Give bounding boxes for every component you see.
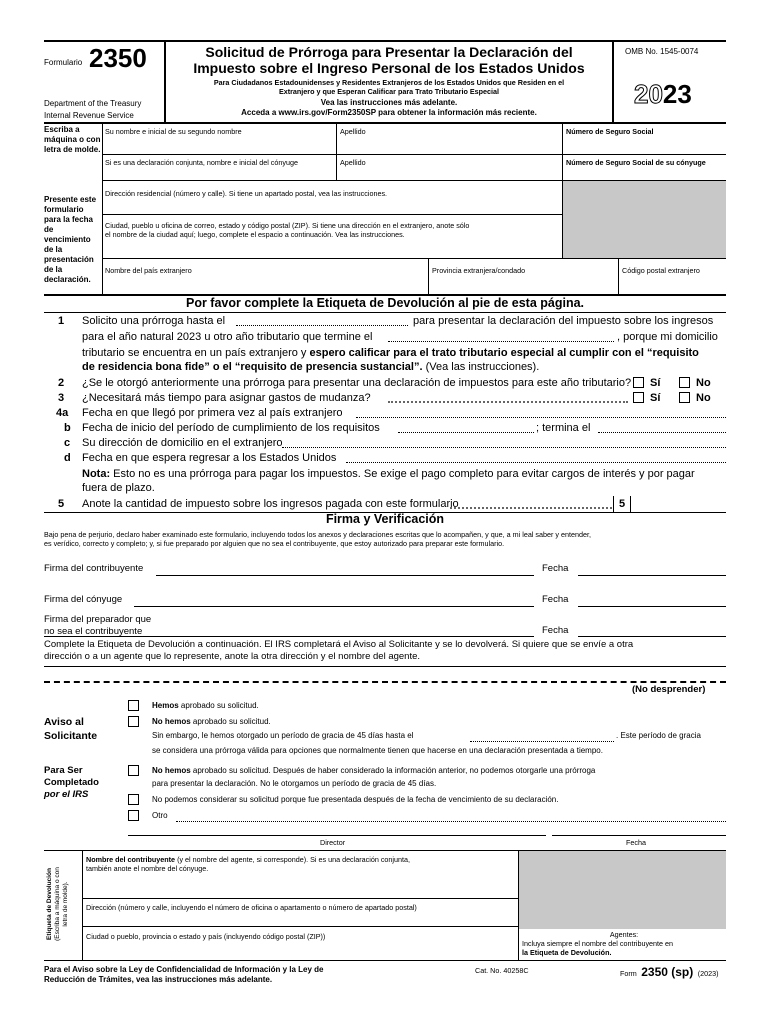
director-signature-field[interactable] [128, 835, 546, 836]
spouse-date-label: Fecha [542, 594, 569, 605]
form-header [0, 0, 770, 122]
dept-treasury: Department of the Treasury [44, 99, 142, 108]
do-not-detach: (No desprender) [632, 684, 706, 695]
late-filed-label: No podemos considerar su solicitud porque fue presentada después de la fecha de vencimiento de su declaración. [152, 795, 559, 804]
agents-note: Agentes: Incluya siempre el nombre del contribuyente en la Etiqueta de Devolución. [522, 930, 674, 957]
not-approved-text-b: para presentar la declaración. No le otorgamos un período de gracia de 45 días. [152, 779, 437, 788]
line-2-no-label: No [696, 377, 711, 389]
line-2-no-checkbox[interactable] [679, 377, 690, 388]
approved-checkbox[interactable] [128, 700, 139, 711]
notice-to-applicant-label: Aviso al Solicitante [44, 716, 98, 742]
return-label-side-heading: Etiqueta de Devolución (Escriba a máquina o con letra de molde). [46, 867, 69, 941]
grace-period-date-field[interactable] [470, 741, 614, 742]
tear-line [44, 681, 726, 683]
line-4b-text: Fecha de inicio del período de cumplimiento de los requisitos [82, 422, 380, 434]
foreign-postal-code-field[interactable]: Código postal extranjero [622, 266, 700, 275]
catalog-number: Cat. No. 40258C [475, 966, 529, 975]
city-state-zip-field[interactable]: Ciudad, pueblo u oficina de correo, estado y código postal (ZIP). Si tiene una dirección en el extranjero, anote sólo el nombre de la ciudad aquí; luego, complete el espacio a continuación. Vea las instrucciones. [105, 221, 470, 239]
line-4b-number: b [64, 422, 71, 434]
foreign-home-address-field[interactable] [282, 447, 726, 448]
line-3-text: ¿Necesitará más tiempo para asignar gastos de mudanza? [82, 392, 371, 404]
qualifying-period-end-field[interactable] [598, 432, 726, 433]
line-4c-text: Su dirección de domicilio en el extranjero [82, 437, 283, 449]
first-name-field[interactable]: Su nombre e inicial de su segundo nombre [105, 127, 242, 136]
last-name-field[interactable]: Apellido [340, 127, 366, 136]
line-2-number: 2 [58, 377, 65, 389]
other-label: Otro [152, 811, 168, 820]
not-approved-grace-checkbox[interactable] [128, 716, 139, 727]
line-5-number: 5 [58, 498, 65, 510]
grace-period-text-c: se considera una prórroga válida para opciones que normalmente tienen que hacerse en una declaración presentada a tiempo. [152, 746, 603, 755]
perjury-statement: Bajo pena de perjurio, declaro haber examinado este formulario, incluyendo todos los anexos y declaraciones escritas que lo acompañen, y que, a mi leal saber y entender, es verídico, correcto y completo; y, si fue preparado por alguien que no sea el contribuyente, que estoy autorizado para preparar este formulario. [44, 530, 591, 548]
type-or-print-note: Escriba a máquina o con letra de molde. [44, 125, 101, 154]
line-1-text-b: para presentar la declaración del impuesto sobre los ingresos [413, 315, 714, 327]
taxpayer-signature-label: Firma del contribuyente [44, 563, 144, 574]
line-4b-end-label: ; termina el [536, 422, 591, 434]
foreign-country-field[interactable]: Nombre del país extranjero [105, 266, 192, 275]
line-1-number: 1 [58, 315, 65, 327]
line-5-box-number: 5 [619, 498, 626, 510]
form-prefix: Formulario [44, 58, 83, 67]
note-line-1: Nota: Esto no es una prórroga para pagar los impuestos. Se exige el pago completo para evitar cargos de interés y por pagar [82, 468, 695, 480]
tax-year: 2023 [634, 79, 692, 109]
other-checkbox[interactable] [128, 810, 139, 821]
line-4d-text: Fecha en que espera regresar a los Estados Unidos [82, 452, 337, 464]
not-approved-label: No hemos aprobado su solicitud. Después de haber considerado la información anterior, no podemos otorgarle una prórroga [152, 766, 596, 775]
omb-number: OMB No. 1545-0074 [625, 47, 699, 56]
return-date-field[interactable] [346, 462, 726, 463]
preparer-date-label: Fecha [542, 625, 569, 636]
line-2-yes-label: Sí [650, 377, 661, 389]
ssn-field[interactable]: Número de Seguro Social [566, 127, 654, 136]
line-4d-number: d [64, 452, 71, 464]
other-field[interactable] [176, 821, 726, 822]
line-5-text: Anote la cantidad de impuesto sobre los ingresos pagada con este formulario [82, 498, 459, 510]
not-approved-grace-label: No hemos aprobado su solicitud. [152, 717, 271, 726]
preparer-date-field[interactable] [578, 636, 726, 637]
complete-return-label-note: Complete la Etiqueta de Devolución a continuación. El IRS completará el Aviso al Solicitante y se lo devolverá. Si quiere que se envíe a otra dirección o a un agente que lo represente, anote la otra dirección y el nombre del agente. [44, 639, 634, 662]
qualifying-period-start-field[interactable] [398, 432, 534, 433]
extension-date-field[interactable] [236, 325, 408, 326]
approved-label: Hemos aprobado su solicitud. [152, 701, 259, 710]
form-number: 2350 [89, 43, 147, 73]
form-title: Solicitud de Prórroga para Presentar la Declaración del Impuesto sobre el Ingreso Personal de los Estados Unidos Para Ciudadanos Estadounidenses y Residentes Extranjeros de los Estados Unidos que Residen en el Extranjero y que Esperan Calificar para Trato Tributario Especial Vea las instrucciones más adelante. Acceda a www.irs.gov/Form2350SP para obtener la información más reciente. [193, 44, 585, 117]
label-name-field[interactable]: Nombre del contribuyente (y el nombre del agente, si corresponde). Si es una declaración conjunta, también anote el nombre del cónyuge. [86, 855, 410, 873]
line-1-text-d: , porque mi domicilio [617, 331, 718, 343]
line-4c-number: c [64, 437, 71, 449]
grace-period-text-b: . Este período de gracia [616, 731, 701, 740]
form-footer-id: Form 2350 (sp) (2023) [620, 965, 719, 979]
line-2-text: ¿Se le otorgó anteriormente una prórroga para presentar una declaración de impuestos para este año tributario? [82, 377, 632, 389]
signature-heading: Firma y Verificación [325, 512, 445, 526]
line-2-yes-checkbox[interactable] [633, 377, 644, 388]
spouse-last-name-field[interactable]: Apellido [340, 158, 366, 167]
irs-name: Internal Revenue Service [44, 111, 134, 120]
spouse-signature-label: Firma del cónyuge [44, 594, 123, 605]
return-label-banner: Por favor complete la Etiqueta de Devolución al pie de esta página. [185, 296, 585, 310]
spouse-signature-field[interactable] [134, 606, 534, 607]
shaded-area [563, 181, 726, 258]
line-1-text-a: Solicito una prórroga hasta el [82, 315, 226, 327]
not-approved-checkbox[interactable] [128, 765, 139, 776]
line-3-yes-checkbox[interactable] [633, 392, 644, 403]
spouse-name-field[interactable]: Si es una declaración conjunta, nombre e inicial del cónyuge [105, 158, 298, 167]
line-3-no-label: No [696, 392, 711, 404]
line-5-amount-field[interactable] [631, 496, 726, 512]
line-3-number: 3 [58, 392, 65, 404]
line-4a-text: Fecha en que llegó por primera vez al país extranjero [82, 407, 343, 419]
label-shaded-area [519, 851, 726, 929]
preparer-signature-field[interactable] [44, 636, 534, 637]
note-line-2: fuera de plazo. [82, 482, 155, 494]
late-filed-checkbox[interactable] [128, 794, 139, 805]
director-date-label: Fecha [626, 838, 646, 847]
line-1-text-e: tributario se encuentra en un país extranjero y espero calificar para el trato tributario especial al cumplir con el “requisito [82, 347, 699, 359]
grace-period-text: Sin embargo, le hemos otorgado un período de gracia de 45 días hasta el [152, 731, 414, 740]
irs-use-label: Para Ser Completado por el IRS [44, 765, 99, 800]
label-city-field[interactable]: Ciudad o pueblo, provincia o estado y país (incluyendo código postal (ZIP)) [86, 932, 326, 941]
director-label: Director [320, 838, 346, 847]
taxpayer-date-label: Fecha [542, 563, 569, 574]
arrival-date-field[interactable] [356, 417, 726, 418]
line-1-text-c: para el año natural 2023 u otro año tributario que termine el [82, 331, 373, 343]
label-address-field[interactable]: Dirección (número y calle, incluyendo el número de oficina o apartamento o número de apartado postal) [86, 903, 417, 912]
taxpayer-signature-field[interactable] [156, 575, 534, 576]
file-by-due-date-note: Presente este formulario para la fecha de vencimiento de la presentación de la declaración. [44, 195, 97, 284]
line-1-text-f: de residencia bona fide” o el “requisito de presencia sustancial”. (Vea las instrucciones). [82, 361, 540, 373]
line-4a-number: 4a [56, 407, 69, 419]
spouse-date-field[interactable] [578, 606, 726, 607]
preparer-signature-label: Firma del preparador que no sea el contribuyente [44, 614, 152, 637]
taxpayer-date-field[interactable] [578, 575, 726, 576]
foreign-province-field[interactable]: Provincia extranjera/condado [432, 266, 526, 275]
home-address-field[interactable]: Dirección residencial (número y calle). Si tiene un apartado postal, vea las instrucciones. [105, 189, 388, 198]
line-3-yes-label: Sí [650, 392, 661, 404]
line-3-no-checkbox[interactable] [679, 392, 690, 403]
tax-year-end-field[interactable] [388, 341, 614, 342]
director-date-field[interactable] [552, 835, 726, 836]
spouse-ssn-field[interactable]: Número de Seguro Social de su cónyuge [566, 158, 706, 167]
privacy-notice: Para el Aviso sobre la Ley de Confidencialidad de Información y la Ley de Reducción de Trámites, vea las instrucciones más adelante. [44, 965, 324, 984]
